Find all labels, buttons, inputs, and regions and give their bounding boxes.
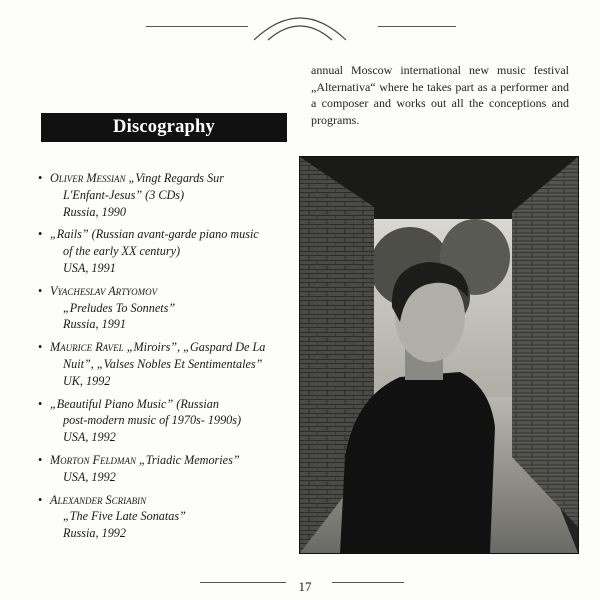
footer-rule-left <box>200 582 286 583</box>
album-detail: Nuit”, „Valses Nobles Et Sentimentales” <box>63 356 263 371</box>
discography-list <box>38 170 288 548</box>
intro-paragraph: annual Moscow international new music festival „Alternativa“ where he takes part as a performer and a composer and works out all the conceptions and programs. <box>311 63 569 127</box>
page-number: 17 <box>298 579 312 594</box>
header-rule-left <box>146 26 248 27</box>
album-title: „Rails” (Russian avant-garde piano music <box>50 227 259 242</box>
release-info: UK, 1992 <box>63 373 111 388</box>
album-detail: L'Enfant-Jesus” (3 CDs) <box>63 187 185 202</box>
portrait-photo <box>299 156 579 554</box>
album-title: „Beautiful Piano Music” (Russian <box>50 396 219 411</box>
release-info: Russia, 1992 <box>63 526 126 541</box>
composer-name: Oliver Messian <box>50 171 126 185</box>
release-info: USA, 1991 <box>63 260 116 275</box>
album-detail: of the early XX century) <box>63 244 181 259</box>
bullet-icon: • <box>38 396 43 411</box>
footer-rule-right <box>332 582 404 583</box>
discography-heading: Discography <box>41 113 287 142</box>
release-info: Russia, 1991 <box>63 317 126 332</box>
header-arc-ornament <box>250 8 350 42</box>
album-title: „Vingt Regards Sur <box>125 171 225 185</box>
composer-name: Alexander Scriabin <box>50 492 147 507</box>
release-info: USA, 1992 <box>63 430 116 445</box>
release-info: USA, 1992 <box>63 469 116 484</box>
discography-item <box>38 452 288 486</box>
discography-item <box>38 396 288 446</box>
discography-item <box>38 492 288 542</box>
release-info: Russia, 1990 <box>63 204 126 219</box>
album-title: „Preludes To Sonnets” <box>63 300 176 315</box>
album-title: „Triadic Memories” <box>136 452 240 467</box>
header-rule-right <box>378 26 456 27</box>
album-title: „The Five Late Sonatas” <box>63 509 186 524</box>
composer-name: Maurice Ravel <box>50 340 124 355</box>
discography-item <box>38 283 288 333</box>
discography-item <box>38 339 288 389</box>
album-detail: post-modern music of 1970s- 1990s) <box>63 413 242 428</box>
bullet-icon: • <box>38 227 43 242</box>
composer-name: Morton Feldman <box>50 452 136 467</box>
discography-item <box>38 226 288 276</box>
composer-name: Vyacheslav Artyomov <box>50 283 158 298</box>
discography-item <box>38 170 288 220</box>
album-title: „Miroirs”, „Gaspard De La <box>123 340 266 355</box>
bullet-icon: • <box>38 492 43 507</box>
bullet-icon: • <box>38 452 43 467</box>
bullet-icon: • <box>38 171 43 185</box>
portrait-photo-illustration <box>300 157 578 553</box>
bullet-icon: • <box>38 340 43 355</box>
bullet-icon: • <box>38 283 43 298</box>
